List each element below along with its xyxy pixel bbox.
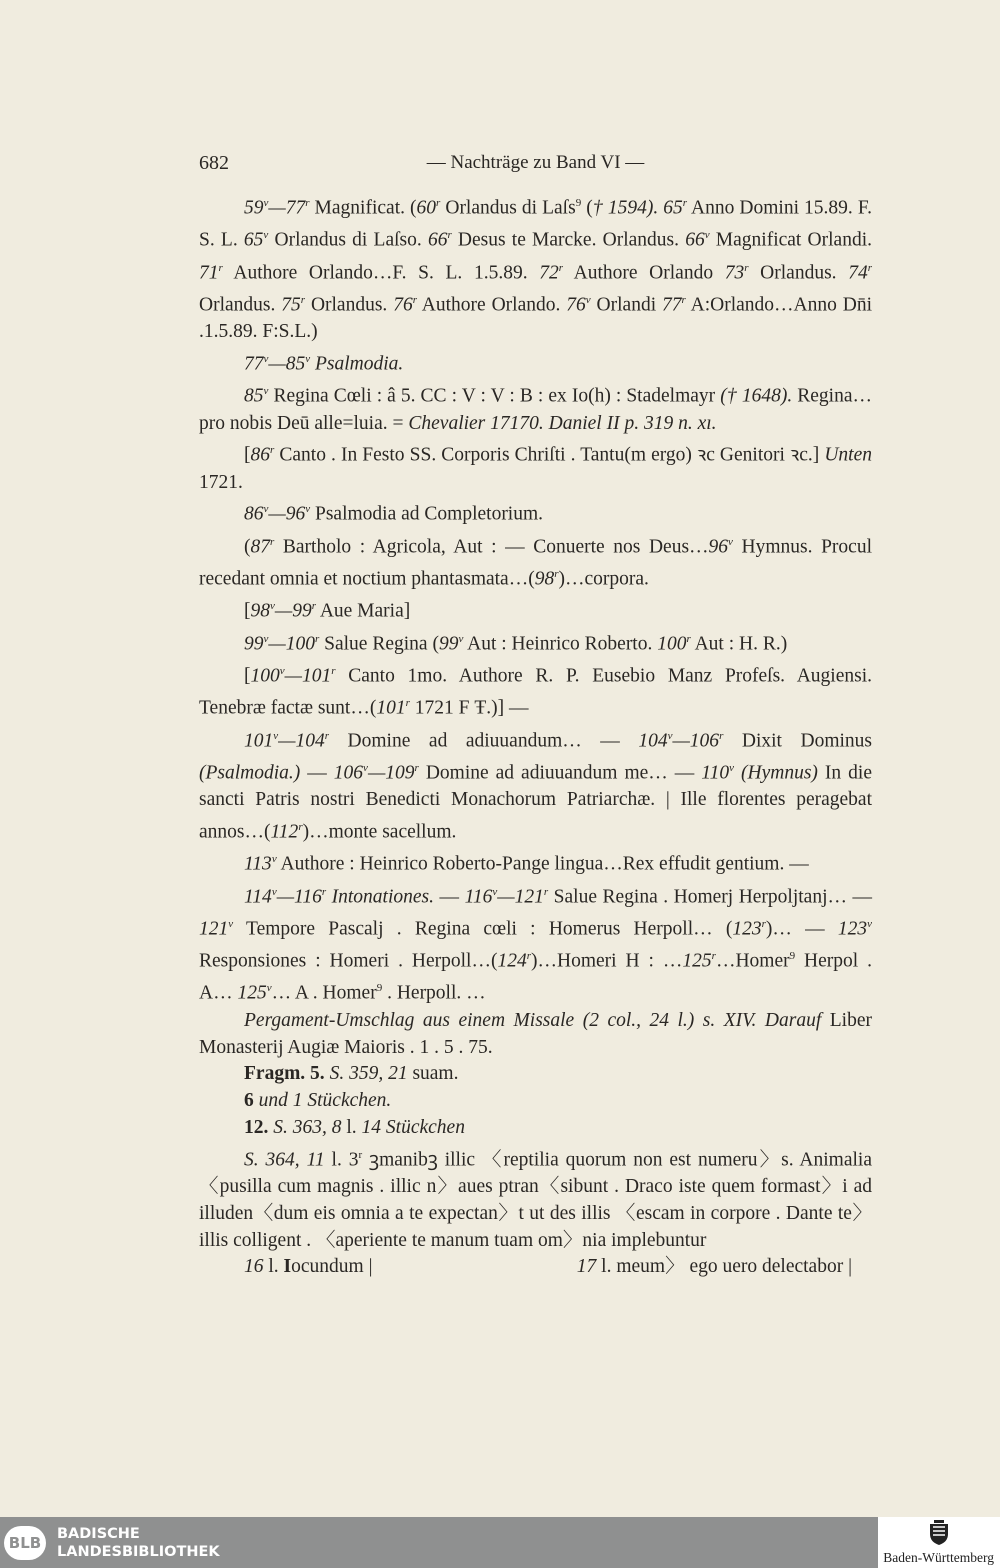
text-segment: Unten — [824, 444, 872, 466]
text-segment: v — [271, 885, 277, 898]
text-segment: v — [271, 853, 277, 866]
paragraph — [199, 593, 872, 625]
text-segment: Herpol . A… — [199, 950, 873, 1004]
text-segment: Orlandus. — [748, 262, 849, 284]
text-segment: 6 — [244, 1090, 254, 1112]
text-segment: r — [526, 950, 531, 963]
text-segment: r — [554, 568, 559, 581]
text-segment: 125 — [682, 950, 712, 972]
body-text — [199, 190, 872, 1281]
text-segment: —96 — [268, 503, 306, 525]
text-segment: Orlandus. — [305, 294, 394, 316]
text-segment: v — [263, 503, 269, 516]
text-segment: 12. — [244, 1116, 269, 1138]
text-segment: 9 — [575, 197, 582, 209]
text-segment: Desus te Marcke. Orlandus. — [451, 229, 686, 251]
text-segment: Anno Domini 15.89. F. S. L. — [199, 197, 873, 251]
text-segment: 77 — [662, 294, 682, 316]
text-segment: Authore Orlando. — [416, 294, 567, 316]
text-segment: 98 — [534, 568, 555, 590]
text-segment: r — [405, 697, 410, 710]
paragraph — [199, 723, 872, 847]
text-segment: Psalmodia ad Completorium. — [310, 503, 544, 525]
text-segment: 99 — [244, 633, 264, 655]
page-number: 682 — [199, 152, 229, 174]
text-segment: Regina…pro nobis Deū alle=luia. = — [199, 385, 872, 434]
text-segment: ( — [581, 197, 593, 219]
text-segment: In die sancti Patris nostri Benedicti Monachorum Patriarchæ. | Ille florentes peragebat annos…( — [199, 762, 872, 843]
text-segment: r — [218, 261, 223, 274]
text-segment: Tempore Pascalj . Regina cœli : Homerus Herpoll… ( — [233, 918, 733, 940]
text-segment: 85 — [244, 385, 264, 407]
text-segment: 77 — [244, 353, 264, 375]
text-segment: 66 — [685, 229, 705, 251]
text-segment: 73 — [724, 262, 745, 284]
text-segment: Orlandus di Laſso. — [268, 229, 428, 251]
text-segment: 72 — [539, 262, 559, 284]
text-segment: v — [729, 761, 734, 774]
text-segment: 9 — [789, 950, 796, 963]
text-segment: suam. — [407, 1063, 459, 1085]
text-segment: Aue Maria] — [316, 600, 411, 622]
text-segment: r — [543, 885, 549, 898]
text-segment: 16 — [244, 1256, 264, 1278]
library-name[interactable] — [57, 1525, 220, 1561]
paragraph — [199, 1142, 872, 1255]
text-segment: )…Homeri H : … — [531, 950, 683, 972]
text-segment: (Psalmodia.) — [199, 762, 301, 784]
text-segment: Intonationes. — [326, 886, 435, 908]
text-segment: r — [447, 229, 452, 242]
text-segment: Authore Orlando — [563, 262, 725, 284]
text-segment: )…monte sacellum. — [302, 821, 457, 843]
text-segment: r — [719, 729, 724, 742]
paragraph — [199, 190, 872, 346]
text-segment: —85 — [268, 353, 306, 375]
text-segment: Magnificat. ( — [309, 197, 417, 219]
text-segment: v — [305, 352, 311, 365]
text-segment: 60 — [416, 197, 437, 219]
text-segment: 99 — [438, 633, 459, 655]
text-segment: v — [585, 293, 591, 306]
text-segment: 114 — [244, 886, 272, 908]
text-segment: v — [279, 664, 285, 677]
paragraph — [199, 626, 872, 658]
text-segment: l. — [341, 1116, 362, 1138]
running-head: — Nachträge zu Band VI — — [426, 152, 645, 173]
text-segment: r — [358, 1148, 363, 1161]
text-segment: A:Orlando…Anno Dn̄i .1.5.89. F:S.L.) — [199, 294, 872, 343]
text-segment: —101 — [284, 665, 332, 687]
text-segment: 100 — [250, 665, 280, 687]
page-header — [199, 150, 872, 180]
text-segment: —116 — [276, 886, 322, 908]
text-segment: Dixit Dominus — [723, 730, 873, 752]
paragraph — [199, 378, 872, 437]
text-segment: —104 — [278, 730, 325, 752]
text-segment: v — [867, 917, 872, 930]
text-segment: 113 — [244, 853, 272, 875]
baden-wuerttemberg-badge[interactable] — [878, 1517, 1000, 1568]
text-segment: v — [263, 632, 269, 645]
text-segment: —99 — [274, 600, 312, 622]
text-segment: Aut : H. R.) — [690, 633, 788, 655]
text-segment: —100 — [268, 633, 315, 655]
text-segment: )… — — [765, 918, 838, 940]
text-segment: Orlandi — [590, 294, 663, 316]
text-segment: Salue Regina . Homerj Herpoljtanj… — — [548, 886, 873, 908]
text-segment: [ — [244, 665, 251, 687]
text-segment: v — [305, 503, 311, 516]
text-segment: r — [867, 261, 872, 274]
text-segment: 59 — [244, 197, 264, 219]
text-segment: Liber Monasterij Augiæ Maioris . 1 . 5 . 75. — [199, 1009, 872, 1058]
text-segment: r — [412, 293, 417, 306]
text-segment: und 1 Stückchen. — [253, 1090, 392, 1112]
blb-logo-text: BLB — [8, 1534, 42, 1552]
text-segment: I — [283, 1256, 292, 1278]
paragraph — [199, 346, 872, 378]
text-segment: v — [266, 982, 272, 995]
text-segment: r — [298, 820, 303, 833]
text-segment: Bartholo : Agricola, Aut : — Conuerte nos Deus… — [274, 536, 709, 558]
text-segment: Psalmodia. — [310, 353, 404, 375]
text-segment: v — [228, 917, 234, 930]
text-segment: 17 — [576, 1256, 597, 1278]
text-segment: Chevalier 17170. Daniel II p. 319 n. xı. — [408, 412, 717, 434]
text-segment: … A . Homer — [271, 982, 377, 1004]
text-segment: 71 — [199, 262, 219, 284]
text-segment: — — [434, 886, 465, 908]
text-segment: r — [305, 197, 310, 209]
text-segment: r — [711, 950, 716, 963]
text-segment: ꝫmanibꝫ illic 〈reptilia quorum non est numeru〉s. Animalia 〈pusilla cum magnis . illic n〉aues ptran〈sibunt . Draco iste quem formast〉i ad illuden〈dum eis omnia a te expectan〉t ut des illis 〈escam in corpore . Dante te〉 illis colligent . 〈aperiente te manum tuam om〉nia implebuntur — [199, 1149, 872, 1251]
fragment-line-16 — [244, 1254, 373, 1281]
text-segment: Canto . In Festo SS. Corporis Chriſti . Tantu(m ergo) ꝛc Genitori ꝛc.] — [274, 444, 825, 466]
text-segment: v — [270, 600, 275, 613]
text-segment: r — [436, 197, 441, 209]
text-segment: Canto 1mo. Authore R. P. Eusebio Manz Profeſs. Augiensi. Tenebræ factæ sunt…( — [199, 665, 872, 719]
text-segment: r — [744, 261, 749, 274]
library-name-line2: LANDESBIBLIOTHEK — [57, 1544, 220, 1560]
text-segment: 124 — [497, 950, 527, 972]
text-segment: r — [314, 632, 320, 645]
text-segment: r — [681, 293, 686, 306]
text-segment: 75 — [281, 294, 301, 316]
paragraph — [199, 1088, 872, 1115]
text-segment: Orlandus. — [199, 294, 282, 316]
text-segment: v — [263, 352, 269, 365]
text-segment: —121 — [497, 886, 544, 908]
text-segment: v — [273, 729, 279, 742]
text-segment: 65 — [243, 229, 264, 251]
paragraph — [199, 437, 872, 496]
text-segment: 123 — [837, 918, 868, 940]
paragraph — [199, 658, 872, 723]
text-segment: l. — [263, 1256, 284, 1278]
text-segment: 14 Stückchen — [361, 1116, 465, 1138]
text-segment: r — [558, 261, 564, 274]
text-segment: Domine ad adiuuandum… — — [329, 730, 639, 752]
text-segment: Orlandus di Laſs — [440, 197, 576, 219]
text-segment: Regina Cœli : â 5. CC : V : V : B : ex Io(h) : Stadelmayr — [268, 385, 721, 407]
paragraph — [199, 879, 872, 1008]
fragment-line-17 — [577, 1254, 852, 1281]
paragraph — [199, 1061, 872, 1088]
text-segment: 112 — [270, 821, 299, 843]
text-segment: 121 — [199, 918, 229, 940]
text-segment: Domine ad adiuuandum me… — — [418, 762, 702, 784]
text-segment: Fragm. 5. — [244, 1063, 325, 1085]
paragraph — [199, 496, 872, 528]
text-segment: ocundum | — [291, 1256, 373, 1278]
coat-of-arms-icon — [928, 1520, 950, 1546]
text-segment: l. meum〉 ego uero delectabor | — [596, 1256, 852, 1278]
text-segment: Responsiones : Homeri . Herpoll…( — [199, 950, 498, 972]
text-segment: Magnificat Orlandi. — [709, 229, 872, 251]
text-segment: r — [761, 917, 766, 930]
text-segment: …Homer — [715, 950, 790, 972]
text-segment: —106 — [672, 730, 720, 752]
text-segment: v — [704, 229, 710, 242]
text-segment: ( — [244, 536, 251, 558]
text-segment: 87 — [250, 536, 270, 558]
text-segment: 76 — [566, 294, 586, 316]
text-segment: )…corpora. — [558, 568, 649, 590]
text-segment: v — [263, 385, 269, 398]
paragraph — [199, 846, 872, 878]
text-segment: 74 — [848, 262, 868, 284]
text-segment: Salue Regina ( — [319, 633, 439, 655]
text-segment: —77 — [268, 197, 306, 219]
text-segment: v — [458, 632, 464, 645]
text-segment: 100 — [657, 633, 687, 655]
text-segment: v — [263, 229, 269, 242]
library-name-line1: BADISCHE — [57, 1526, 140, 1542]
text-segment: . Herpoll. … — [382, 982, 486, 1004]
state-label: Baden-Württemberg — [883, 1550, 994, 1565]
text-segment: 110 — [701, 762, 730, 784]
text-segment: S. 364, 11 — [244, 1149, 325, 1171]
text-segment: 123 — [732, 918, 762, 940]
text-segment: v — [363, 761, 368, 774]
text-segment: r — [331, 664, 336, 677]
text-segment: (Hymnus) — [734, 762, 818, 784]
text-segment: († 1648). — [720, 385, 793, 407]
text-segment: 86 — [244, 503, 264, 525]
text-segment: [ — [244, 600, 251, 622]
text-segment: v — [667, 729, 673, 742]
text-segment: 76 — [393, 294, 413, 316]
text-segment: r — [414, 761, 419, 774]
text-segment: S. 363, 8 — [273, 1116, 342, 1138]
text-segment: v — [492, 885, 498, 898]
paragraph — [199, 1115, 872, 1142]
text-segment: † 1594). — [592, 197, 659, 219]
text-segment: v — [728, 535, 733, 548]
text-segment: r — [300, 293, 306, 306]
text-segment: 98 — [250, 600, 270, 622]
text-segment: 116 — [464, 886, 493, 908]
text-segment: r — [324, 729, 330, 742]
text-segment: 9 — [376, 982, 383, 995]
paragraph — [199, 1008, 872, 1062]
text-segment: S. 359, 21 — [329, 1063, 408, 1085]
text-segment: v — [263, 197, 269, 209]
text-segment: Authore : Heinrico Roberto-Pange lingua…Rex effudit gentium. — — [276, 853, 809, 875]
footer-bar — [0, 1517, 1000, 1568]
text-segment: r — [270, 444, 275, 457]
text-segment: l. 3 — [324, 1149, 359, 1171]
text-segment: —109 — [367, 762, 415, 784]
text-segment: r — [270, 535, 275, 548]
text-segment: 125 — [237, 982, 267, 1004]
text-segment: r — [686, 632, 691, 645]
text-segment: Hymnus. Procul recedant omnia et noctium phantasmata…( — [199, 536, 872, 590]
text-segment: 65 — [658, 197, 683, 219]
text-segment: Pergament-Umschlag aus einem Missale (2 col., 24 l.) s. XIV. Darauf — [244, 1009, 822, 1031]
text-segment: 101 — [244, 730, 274, 752]
text-segment: Aut : Heinrico Roberto. — [463, 633, 658, 655]
text-segment: — — [300, 762, 334, 784]
text-segment: 96 — [708, 536, 729, 558]
text-segment: r — [321, 885, 327, 898]
text-segment: 66 — [427, 229, 448, 251]
text-segment: 106 — [333, 762, 364, 784]
text-segment: r — [682, 197, 688, 209]
text-segment: Authore Orlando…F. S. L. 1.5.89. — [222, 262, 540, 284]
text-segment: 86 — [250, 444, 270, 466]
text-segment: 1721 F Ŧ.)] — — [409, 697, 529, 719]
text-segment: [ — [244, 444, 251, 466]
text-segment: 104 — [638, 730, 668, 752]
text-segment: r — [311, 600, 317, 613]
paragraph — [199, 529, 872, 594]
text-segment: 1721. — [199, 471, 243, 493]
text-segment: 101 — [376, 697, 406, 719]
fragment-line-16-17 — [199, 1254, 872, 1281]
